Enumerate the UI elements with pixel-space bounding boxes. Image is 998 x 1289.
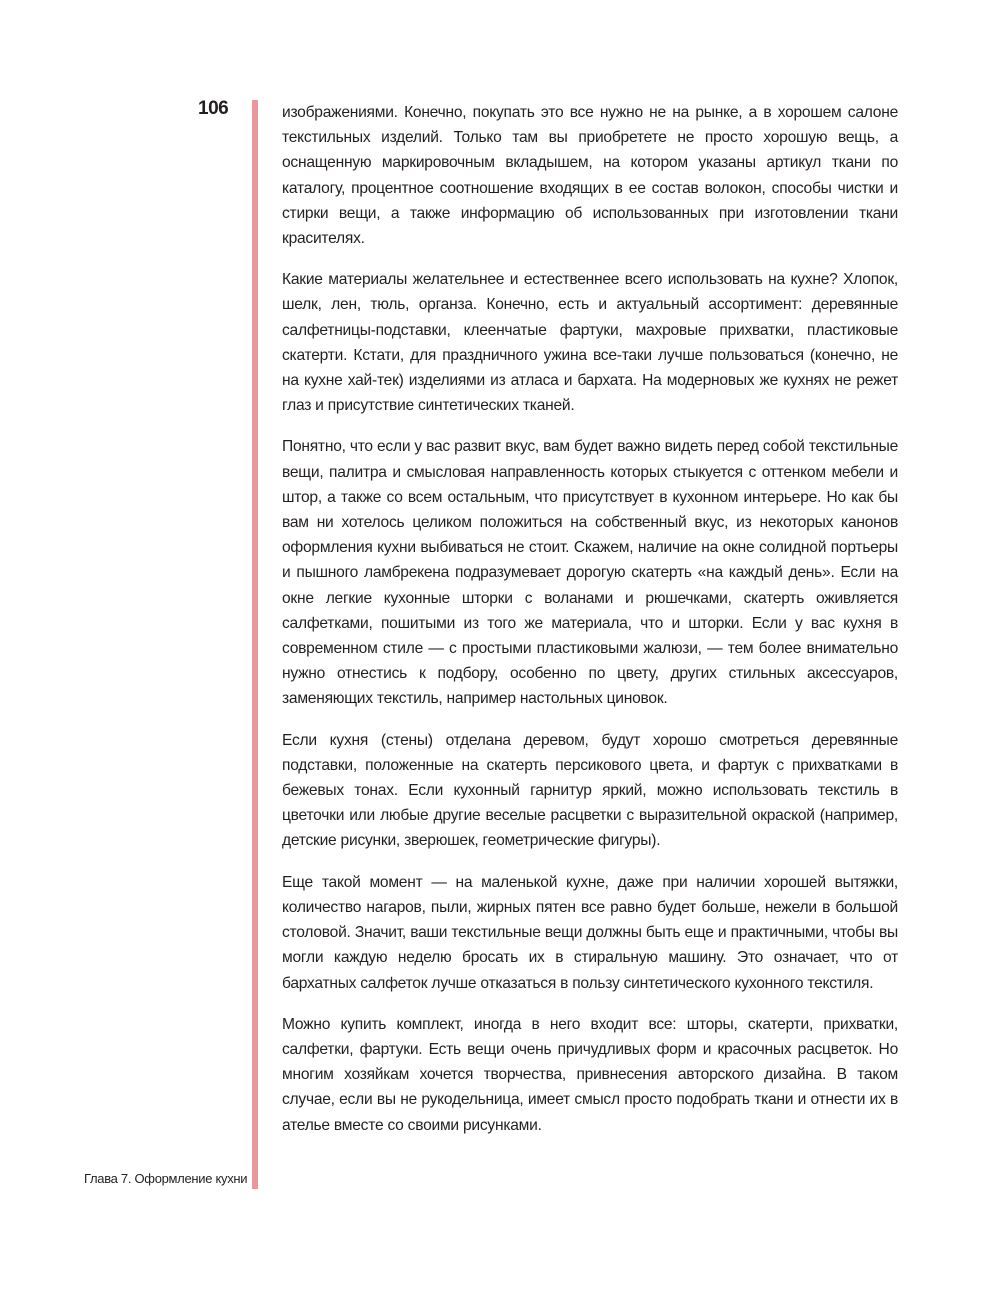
paragraph-6: Можно купить комплект, иногда в него входит все: шторы, скатерти, прихватки, салфетки, фартуки. Есть вещи очень причудливых форм и красочных расцветок. Но многим хозяйкам хочется творчества, привнесения авторского дизайна. В таком случае, если вы не рукодельница, имеет смысл просто подобрать ткани и отнести их в ателье вместе со своими рисунками. <box>282 1015 898 1134</box>
page-number: 106 <box>198 98 229 119</box>
margin-rule <box>252 100 258 1189</box>
running-footer: Глава 7. Оформление кухни <box>84 1171 248 1186</box>
body-text <box>282 100 898 1138</box>
paragraph-4: Если кухня (стены) отделана деревом, будут хорошо смотреться деревянные подставки, положенные на скатерть персикового цвета, и фартук с прихватками в бежевых тонах. Если кухонный гарнитур яркий, можно использовать текстиль в цветочки или любые другие веселые расцветки с выразительной окраской (например, детские рисунки, зверюшек, геометрические фигуры). <box>282 731 898 850</box>
paragraph-3: Понятно, что если у вас развит вкус, вам будет важно видеть перед собой текстильные вещи, палитра и смысловая направленность которых стыкуется с оттенком мебели и штор, а также со всем остальным, что присутствует в кухонном интерьере. Но как бы вам ни хотелось целиком положиться на собственный вкус, из некоторых канонов оформления кухни выбиваться не стоит. Скажем, наличие на окне солидной портьеры и пышного ламбрекена подразумевает дорогую скатерть «на каждый день». Если на окне легкие кухонные шторки с воланами и рюшечками, скатерть оживляется салфетками, пошитыми из того же материала, что и шторки. Если у вас кухня в современном стиле — с простыми пластиковыми жалюзи, — тем более внимательно нужно отнестись к подбору, особенно по цвету, других стильных аксессуаров, заменяющих текстиль, например настольных циновок. <box>282 438 898 708</box>
paragraph-2: Какие материалы желательнее и естественнее всего использовать на кухне? Хлопок, шелк, лен, тюль, органза. Конечно, есть и актуальный ассортимент: деревянные салфетницы-подставки, клеенчатые фартуки, махровые прихватки, пластиковые скатерти. Кстати, для праздничного ужина все-таки лучше пользоваться (конечно, не на кухне хай-тек) изделиями из атласа и бархата. На модерновых же кухнях не режет глаз и присутствие синтетических тканей. <box>282 271 898 415</box>
paragraph-5: Еще такой момент — на маленькой кухне, даже при наличии хорошей вытяжки, количество нагаров, пыли, жирных пятен все равно будет больше, нежели в большой столовой. Значит, ваши текстильные вещи должны быть еще и практичными, чтобы вы могли каждую неделю бросать их в стиральную машину. Это означает, что от бархатных салфеток лучше отказаться в пользу синтетического кухонного текстиля. <box>282 873 898 992</box>
paragraph-1: изображениями. Конечно, покупать это все нужно не на рынке, а в хорошем салоне текстильных изделий. Только там вы приобретете не просто хорошую вещь, а оснащенную маркировочным вкладышем, на котором указаны артикул ткани по каталогу, процентное соотношение входящих в ее состав волокон, способы чистки и стирки вещи, а также информацию об использованных при изготовлении ткани красителях. <box>282 104 898 248</box>
